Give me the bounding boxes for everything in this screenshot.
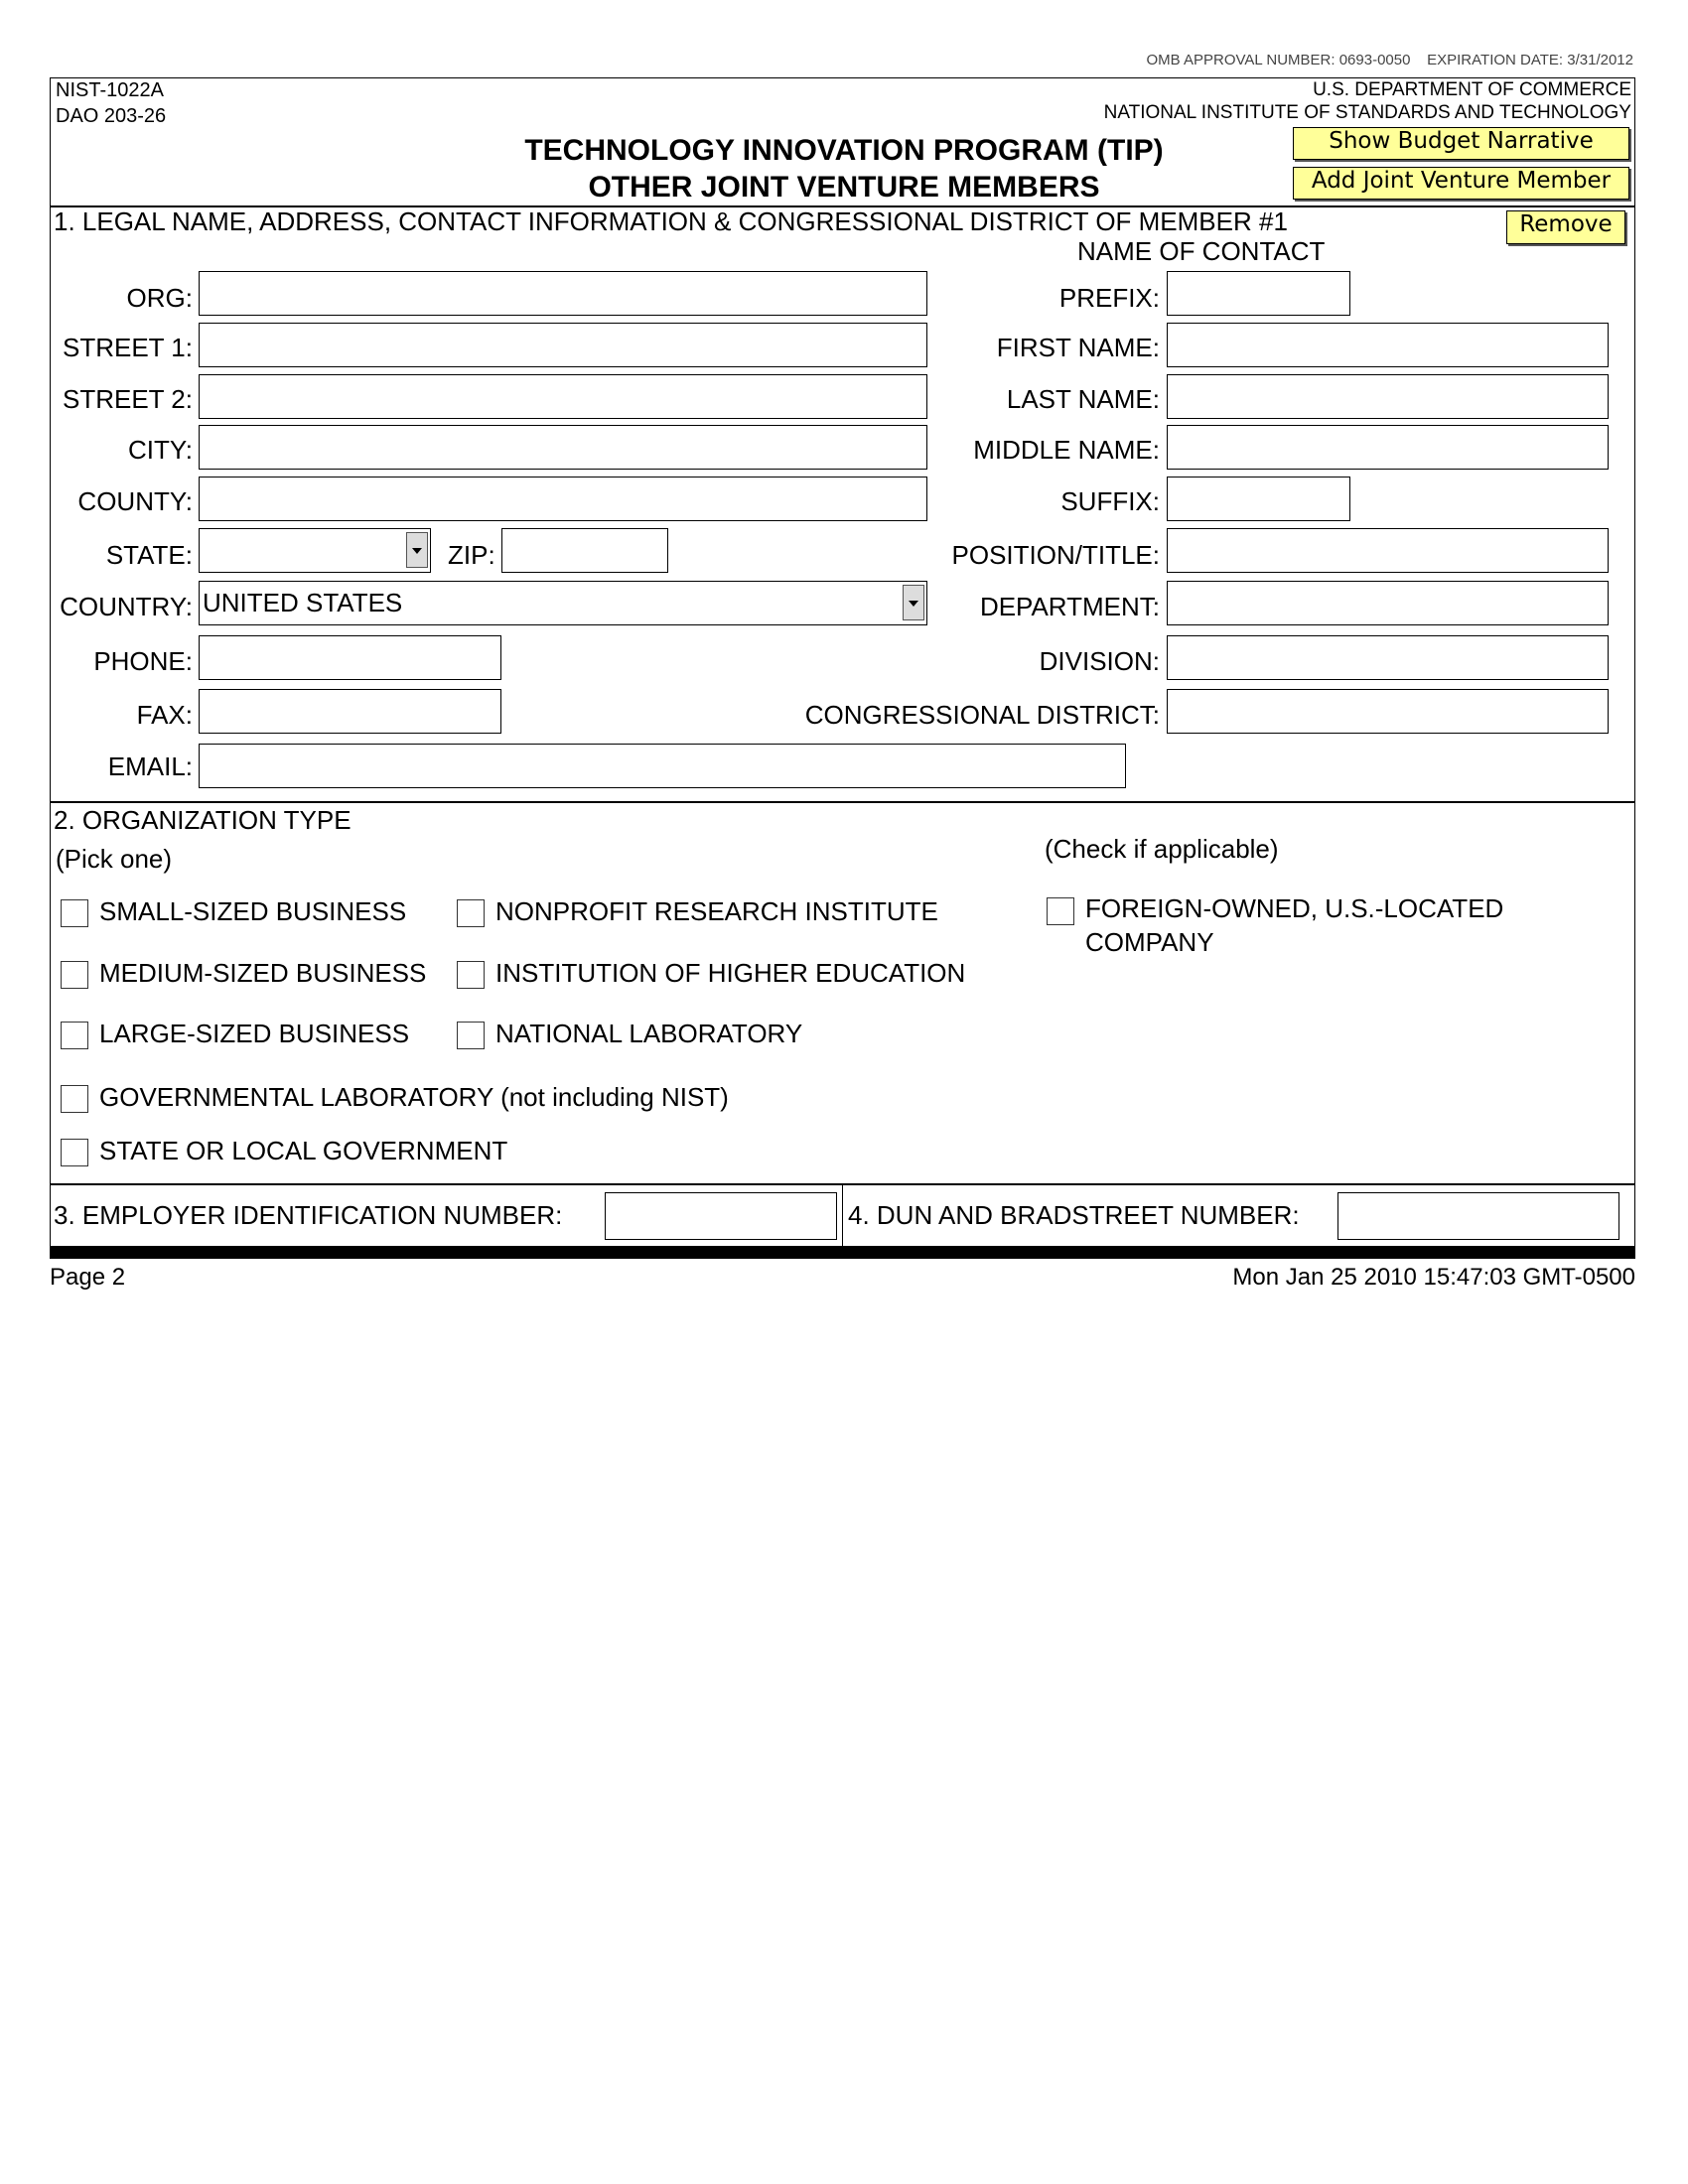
section1-title: 1. LEGAL NAME, ADDRESS, CONTACT INFORMATION & CONGRESSIONAL DISTRICT OF MEMBER #1: [54, 206, 1288, 236]
country-value: UNITED STATES: [203, 588, 403, 617]
ein-label: 3. EMPLOYER IDENTIFICATION NUMBER:: [54, 1200, 563, 1230]
city-label: CITY:: [127, 435, 193, 465]
medium-business-checkbox[interactable]: [61, 961, 88, 989]
org-label: ORG:: [126, 283, 193, 313]
governmental-laboratory-checkbox[interactable]: [61, 1085, 88, 1113]
last-name-label: LAST NAME:: [1006, 384, 1160, 414]
prefix-input[interactable]: [1167, 271, 1350, 316]
add-joint-venture-member-button[interactable]: Add Joint Venture Member: [1293, 167, 1629, 200]
institute-name: NATIONAL INSTITUTE OF STANDARDS AND TECHNOLOGY: [1103, 102, 1631, 123]
prefix-label: PREFIX:: [1058, 283, 1160, 313]
street1-label: STREET 1:: [62, 333, 193, 362]
higher-education-checkbox[interactable]: [457, 961, 485, 989]
last-name-input[interactable]: [1167, 374, 1609, 419]
form-title: TECHNOLOGY INNOVATION PROGRAM (TIP): [524, 134, 1164, 167]
suffix-label: SUFFIX:: [1060, 486, 1160, 516]
omb-info: [1147, 52, 1634, 68]
fax-label: FAX:: [136, 700, 193, 730]
medium-business-label: MEDIUM-SIZED BUSINESS: [99, 958, 427, 988]
governmental-laboratory-label: GOVERNMENTAL LABORATORY (not including NIST): [99, 1082, 729, 1112]
phone-label: PHONE:: [93, 646, 193, 676]
national-laboratory-label: NATIONAL LABORATORY: [495, 1019, 803, 1048]
department-input[interactable]: [1167, 581, 1609, 625]
first-name-label: FIRST NAME:: [996, 333, 1160, 362]
country-label: COUNTRY:: [60, 592, 193, 621]
footer-bar: [50, 1247, 1635, 1259]
ein-input[interactable]: [605, 1192, 837, 1240]
page-number: Page 2: [50, 1264, 126, 1291]
timestamp: Mon Jan 25 2010 15:47:03 GMT-0500: [1232, 1264, 1635, 1291]
middle-name-input[interactable]: [1167, 425, 1609, 470]
check-if-applicable-note: (Check if applicable): [1045, 834, 1279, 864]
divider: [50, 801, 1635, 803]
chevron-down-icon[interactable]: [903, 585, 924, 620]
small-business-checkbox[interactable]: [61, 899, 88, 927]
show-budget-narrative-button[interactable]: Show Budget Narrative: [1293, 127, 1629, 160]
foreign-owned-label: FOREIGN-OWNED, U.S.-LOCATED: [1085, 893, 1504, 923]
state-local-government-checkbox[interactable]: [61, 1139, 88, 1166]
middle-name-label: MIDDLE NAME:: [973, 435, 1160, 465]
form-id: NIST-1022A: [56, 79, 164, 101]
street1-input[interactable]: [199, 323, 927, 367]
higher-education-label: INSTITUTION OF HIGHER EDUCATION: [495, 958, 966, 988]
duns-input[interactable]: [1337, 1192, 1619, 1240]
remove-button[interactable]: Remove: [1506, 210, 1625, 244]
state-local-government-label: STATE OR LOCAL GOVERNMENT: [99, 1136, 508, 1165]
division-input[interactable]: [1167, 635, 1609, 680]
large-business-label: LARGE-SIZED BUSINESS: [99, 1019, 410, 1048]
congressional-district-input[interactable]: [1167, 689, 1609, 734]
duns-label: 4. DUN AND BRADSTREET NUMBER:: [848, 1200, 1300, 1230]
national-laboratory-checkbox[interactable]: [457, 1022, 485, 1049]
form-subtitle: OTHER JOINT VENTURE MEMBERS: [588, 171, 1100, 204]
county-input[interactable]: [199, 477, 927, 521]
department-name: U.S. DEPARTMENT OF COMMERCE: [1313, 79, 1631, 100]
state-label: STATE:: [105, 540, 193, 570]
congressional-district-label: CONGRESSIONAL DISTRICT:: [804, 700, 1160, 730]
state-select[interactable]: [199, 528, 431, 573]
foreign-owned-checkbox[interactable]: [1047, 897, 1074, 925]
street2-input[interactable]: [199, 374, 927, 419]
fax-input[interactable]: [199, 689, 501, 734]
dao-number: DAO 203-26: [56, 105, 167, 127]
name-of-contact-heading: NAME OF CONTACT: [1077, 236, 1326, 266]
zip-input[interactable]: [501, 528, 668, 573]
small-business-label: SMALL-SIZED BUSINESS: [99, 896, 407, 926]
large-business-checkbox[interactable]: [61, 1022, 88, 1049]
department-label: DEPARTMENT:: [979, 592, 1160, 621]
divider: [842, 1184, 843, 1247]
section2-title: 2. ORGANIZATION TYPE: [54, 805, 352, 835]
omb-number: OMB APPROVAL NUMBER: 0693-0050: [1146, 52, 1411, 68]
division-label: DIVISION:: [1039, 646, 1160, 676]
chevron-down-icon[interactable]: [406, 532, 428, 568]
zip-label: ZIP:: [448, 540, 495, 570]
street2-label: STREET 2:: [62, 384, 193, 414]
position-title-input[interactable]: [1167, 528, 1609, 573]
nonprofit-checkbox[interactable]: [457, 899, 485, 927]
expiration-date: EXPIRATION DATE: 3/31/2012: [1427, 52, 1633, 68]
suffix-input[interactable]: [1167, 477, 1350, 521]
nonprofit-label: NONPROFIT RESEARCH INSTITUTE: [495, 896, 938, 926]
phone-input[interactable]: [199, 635, 501, 680]
first-name-input[interactable]: [1167, 323, 1609, 367]
county-label: COUNTY:: [77, 486, 193, 516]
email-input[interactable]: [199, 744, 1126, 788]
position-title-label: POSITION/TITLE:: [951, 540, 1160, 570]
email-label: EMAIL:: [107, 751, 193, 781]
country-select[interactable]: [199, 581, 927, 625]
foreign-owned-label-cont: COMPANY: [1085, 927, 1214, 957]
org-input[interactable]: [199, 271, 927, 316]
city-input[interactable]: [199, 425, 927, 470]
pick-one-note: (Pick one): [56, 844, 173, 874]
